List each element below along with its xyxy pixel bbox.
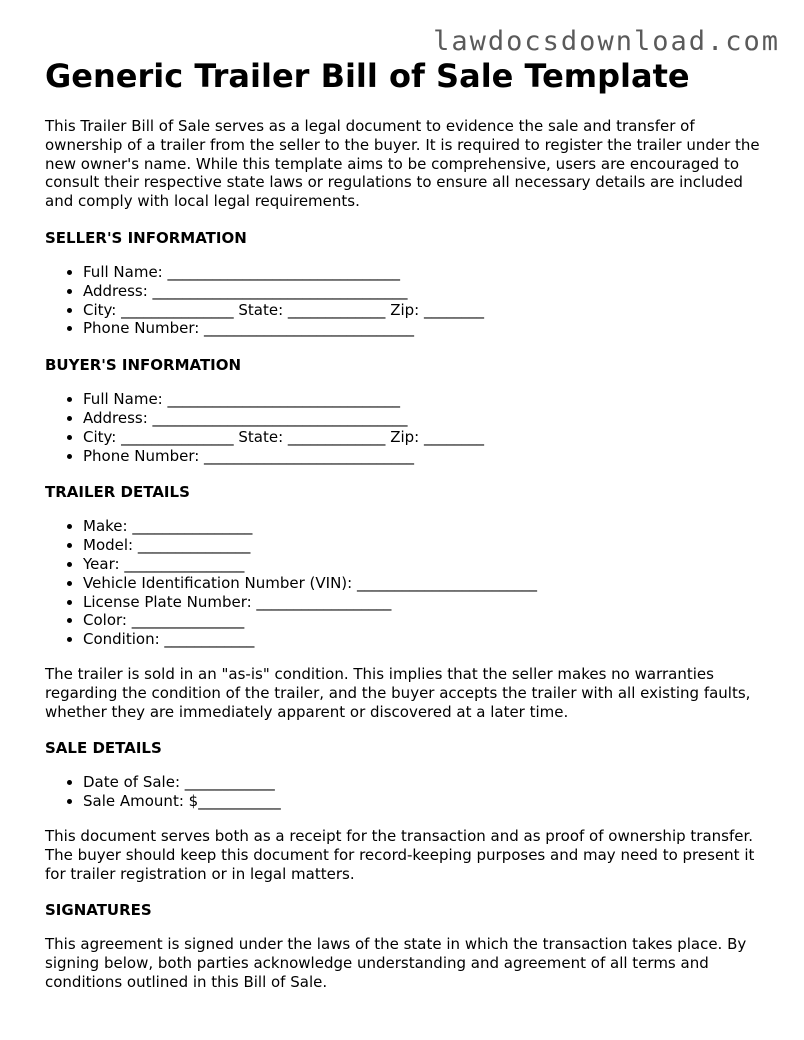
trailer-year: • Year: ________________ <box>83 555 775 574</box>
as-is-paragraph: The trailer is sold in an "as-is" condition. This implies that the seller makes no warranties regarding the condition of the trailer, and the buyer accepts the trailer with all existing faults, whether they are immediately apparent or discovered at a later time. <box>45 664 751 721</box>
trailer-list <box>45 517 775 649</box>
buyer-address: • Address: __________________________________ <box>83 409 775 428</box>
buyer-phone: • Phone Number: ____________________________ <box>83 447 775 466</box>
buyer-heading: BUYER'S INFORMATION <box>45 356 242 375</box>
sale-amount: • Sale Amount: $___________ <box>83 792 775 811</box>
seller-phone: • Phone Number: ____________________________ <box>83 319 775 338</box>
trailer-license-plate: • License Plate Number: __________________ <box>83 593 775 612</box>
buyer-city-state-zip: • City: _______________ State: _____________ Zip: ________ <box>83 428 775 447</box>
seller-full-name: • Full Name: _______________________________ <box>83 263 775 282</box>
signatures-paragraph: This agreement is signed under the laws of the state in which the transaction takes place. By signing below, both parties acknowledge understanding and agreement of all terms and conditions outlined in this Bill of Sale. <box>45 935 747 991</box>
sale-heading: SALE DETAILS <box>45 739 162 758</box>
sale-date: • Date of Sale: ____________ <box>83 773 775 792</box>
trailer-condition: • Condition: ____________ <box>83 630 775 649</box>
signatures-heading: SIGNATURES <box>45 901 152 920</box>
seller-city-state-zip: • City: _______________ State: _____________ Zip: ________ <box>83 301 775 320</box>
intro-paragraph: This Trailer Bill of Sale serves as a legal document to evidence the sale and transfer of ownership of a trailer from the seller to the buyer. It is required to register the trailer under the new owner's name. While this template aims to be comprehensive, users are encouraged to consult their respective state laws or regulations to ensure all necessary details are included and comply with local legal requirements. <box>45 117 760 211</box>
trailer-make: • Make: ________________ <box>83 517 775 536</box>
trailer-color: • Color: _______________ <box>83 611 775 630</box>
sale-list <box>45 773 775 811</box>
buyer-list <box>45 390 775 465</box>
page-title: Generic Trailer Bill of Sale Template <box>45 57 690 95</box>
seller-list <box>45 263 775 338</box>
trailer-vin: • Vehicle Identification Number (VIN): ________________________ <box>83 574 775 593</box>
document-page <box>45 56 775 992</box>
seller-heading: SELLER'S INFORMATION <box>45 228 247 247</box>
buyer-full-name: • Full Name: _______________________________ <box>83 390 775 409</box>
seller-address: • Address: __________________________________ <box>83 282 775 301</box>
watermark: lawdocsdownload.com <box>433 26 780 57</box>
trailer-model: • Model: _______________ <box>83 536 775 555</box>
receipt-paragraph: This document serves both as a receipt for the transaction and as proof of ownership transfer. The buyer should keep this document for record-keeping purposes and may need to present it for trailer registration or in legal matters. <box>45 826 755 883</box>
trailer-heading: TRAILER DETAILS <box>45 483 190 502</box>
